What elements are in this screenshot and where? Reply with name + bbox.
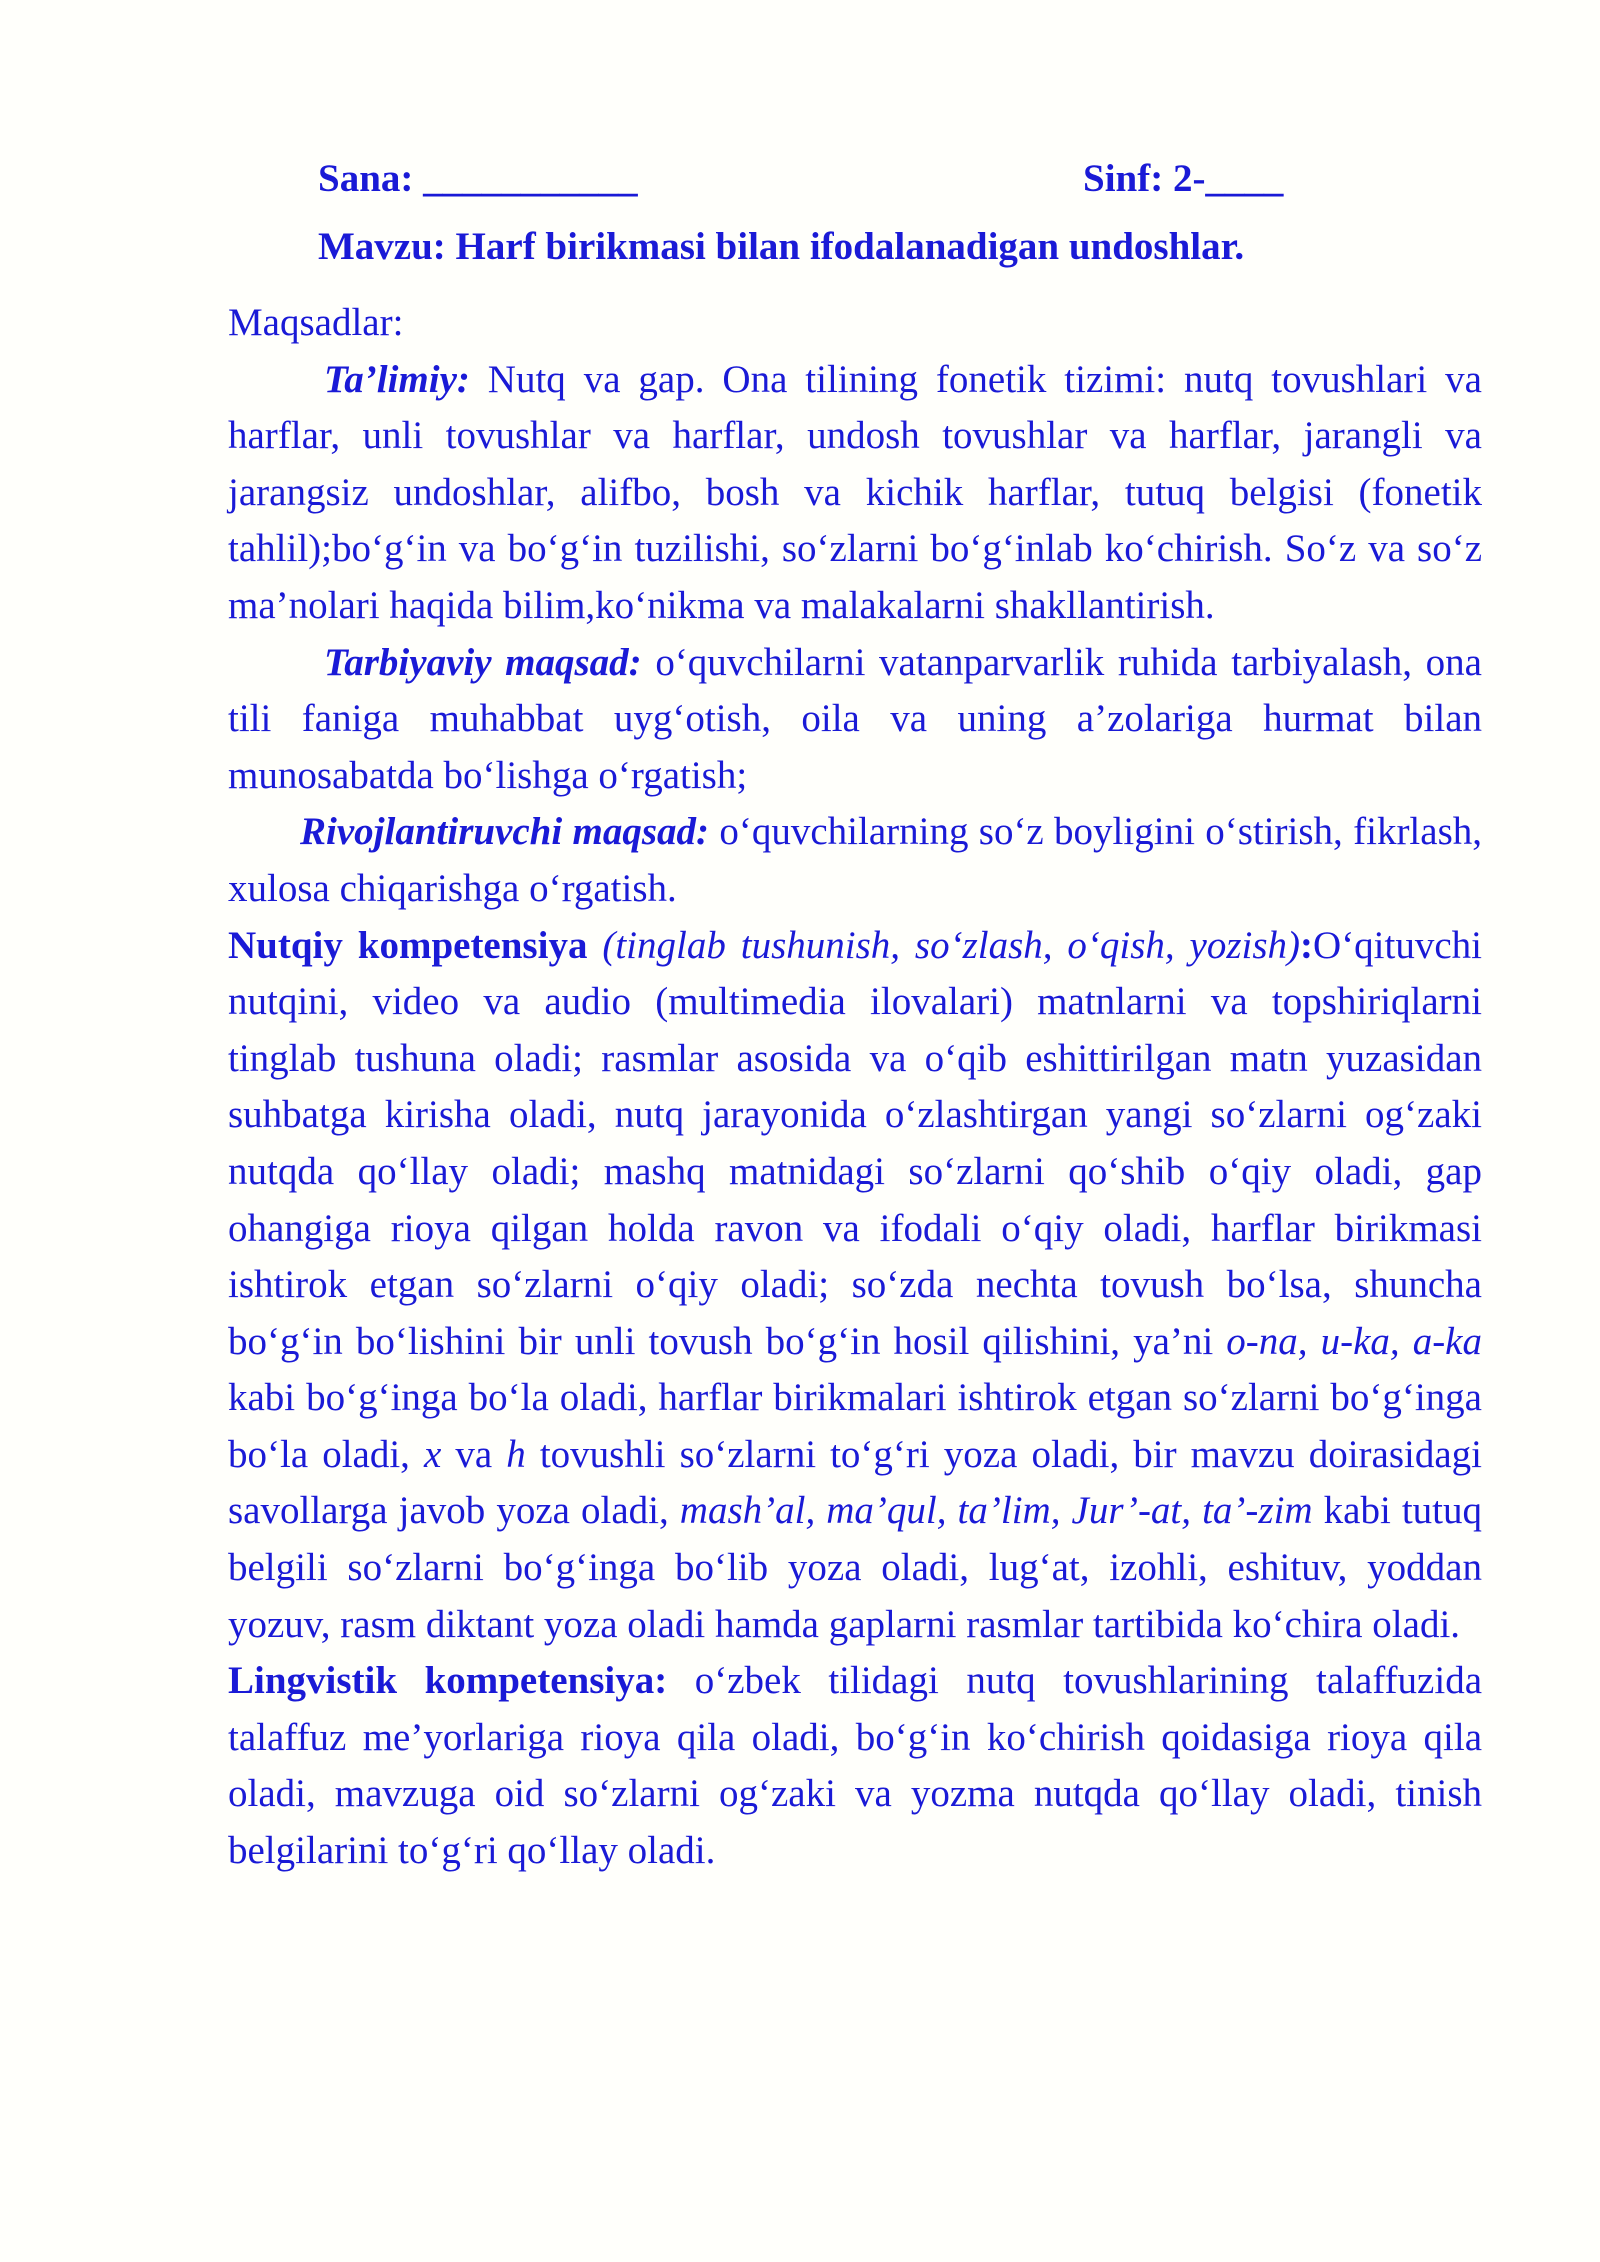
lesson-title: Mavzu: Harf birikmasi bilan ifodalanadigan undoshlar. — [318, 225, 1245, 268]
lingvistik-label: Lingvistik kompetensiya: — [228, 1659, 668, 1703]
nutqiy-colon: : — [1300, 923, 1314, 967]
class-field: Sinf: 2-____ — [1083, 157, 1284, 200]
tarbiyaviy-paragraph — [228, 635, 1482, 805]
nutqiy-examples-2: mash’al, ma’qul, ta’lim, Jur’-at, ta’-zim — [679, 1489, 1313, 1533]
nutqiy-label: Nutqiy kompetensiya — [228, 923, 588, 967]
nutqiy-text-5: kabi tutuq belgili so‘zlarni bo‘g‘inga bo‘lib yoza oladi, lug‘at, izohli, eshituv, yoddan yozuv, rasm diktant yoza oladi hamda gaplarni rasmlar tartibida ko‘chira oladi. — [228, 1489, 1483, 1646]
lingvistik-text: o‘zbek tilidagi nutq tovushlarining talaffuzida talaffuz me’yorlariga rioya qila oladi, bo‘g‘in ko‘chirish qoidasiga rioya qila oladi, mavzuga oid so‘zlarni og‘zaki va yozma nutqda qo‘llay oladi, tinish belgilarini to‘g‘ri qo‘llay oladi. — [228, 1659, 1482, 1873]
header-row — [228, 150, 1482, 206]
rivojlantiruvchi-label: Rivojlantiruvchi maqsad: — [300, 810, 710, 854]
nutqiy-paren: (tinglab tushunish, so‘zlash, o‘qish, yozish) — [587, 923, 1301, 967]
date-field: Sana: ___________ — [318, 157, 638, 200]
goals-heading: Maqsadlar: — [228, 301, 404, 344]
nutqiy-examples-1: o-na, u-ka, a-ka — [1226, 1319, 1482, 1363]
rivojlantiruvchi-text: o‘quvchilarning so‘z boyligini o‘stirish, fikrlash, xulosa chiqarishga o‘rgatish. — [228, 810, 1483, 910]
talimiy-text: Nutq va gap. Ona tilining fonetik tizimi: nutq tovushlari va harflar, unli tovushlar va harflar, undosh tovushlar va harflar, jarangli va jarangsiz undoshlar, alifbo, bosh va kichik harflar, tutuq belgisi (fonetik tahlil);bo‘g‘in va bo‘g‘in tuzilishi, so‘zlarni bo‘g‘inlab ko‘chirish. So‘z va so‘z ma’nolari haqida bilim,ko‘nikma va malakalarni shakllantirish. — [228, 357, 1482, 627]
nutqiy-text-2: kabi bo‘g‘inga bo‘la oladi, harflar birikmalari ishtirok etgan so‘zlarni bo‘g‘inga bo‘la oladi, — [228, 1376, 1482, 1476]
nutqiy-text-1: O‘qituvchi nutqini, video va audio (multimedia ilovalari) matnlarni va topshiriqlarni tinglab tushuna oladi; rasmlar asosida va o‘qib eshittirilgan matn yuzasidan suhbatga kirisha oladi, nutq jarayonida o‘zlashtirgan yangi so‘zlarni og‘zaki nutqda qo‘llay oladi; mashq matnidagi so‘zlarni qo‘shib o‘qiy oladi, gap ohangiga rioya qilgan holda ravon va ifodali o‘qiy oladi, harflar birikmasi ishtirok etgan so‘zlarni o‘qiy oladi; so‘zda nechta tovush bo‘lsa, shuncha bo‘g‘in bo‘lishini bir unli tovush bo‘g‘in hosil qilishini, ya’ni — [228, 923, 1482, 1363]
document-body — [228, 295, 1482, 1880]
talimiy-paragraph — [228, 352, 1482, 635]
nutqiy-text-3: va — [441, 1432, 507, 1476]
letter-h: h — [506, 1432, 526, 1476]
tarbiyaviy-label: Tarbiyaviy maqsad: — [324, 640, 642, 684]
lingvistik-paragraph — [228, 1653, 1482, 1879]
tarbiyaviy-text: o‘quvchilarni vatanparvarlik ruhida tarbiyalash, ona tili faniga muhabbat uyg‘otish, oila va uning a’zolariga hurmat bilan munosabatda bo‘lishga o‘rgatish; — [228, 640, 1482, 797]
talimiy-label: Ta’limiy: — [324, 357, 470, 401]
nutqiy-paragraph — [228, 918, 1482, 1654]
rivojlantiruvchi-paragraph — [228, 804, 1482, 917]
nutqiy-text-4: tovushli so‘zlarni to‘g‘ri yoza oladi, bir mavzu doirasidagi savollarga javob yoza oladi, — [228, 1432, 1482, 1533]
letter-x: x — [424, 1432, 442, 1476]
